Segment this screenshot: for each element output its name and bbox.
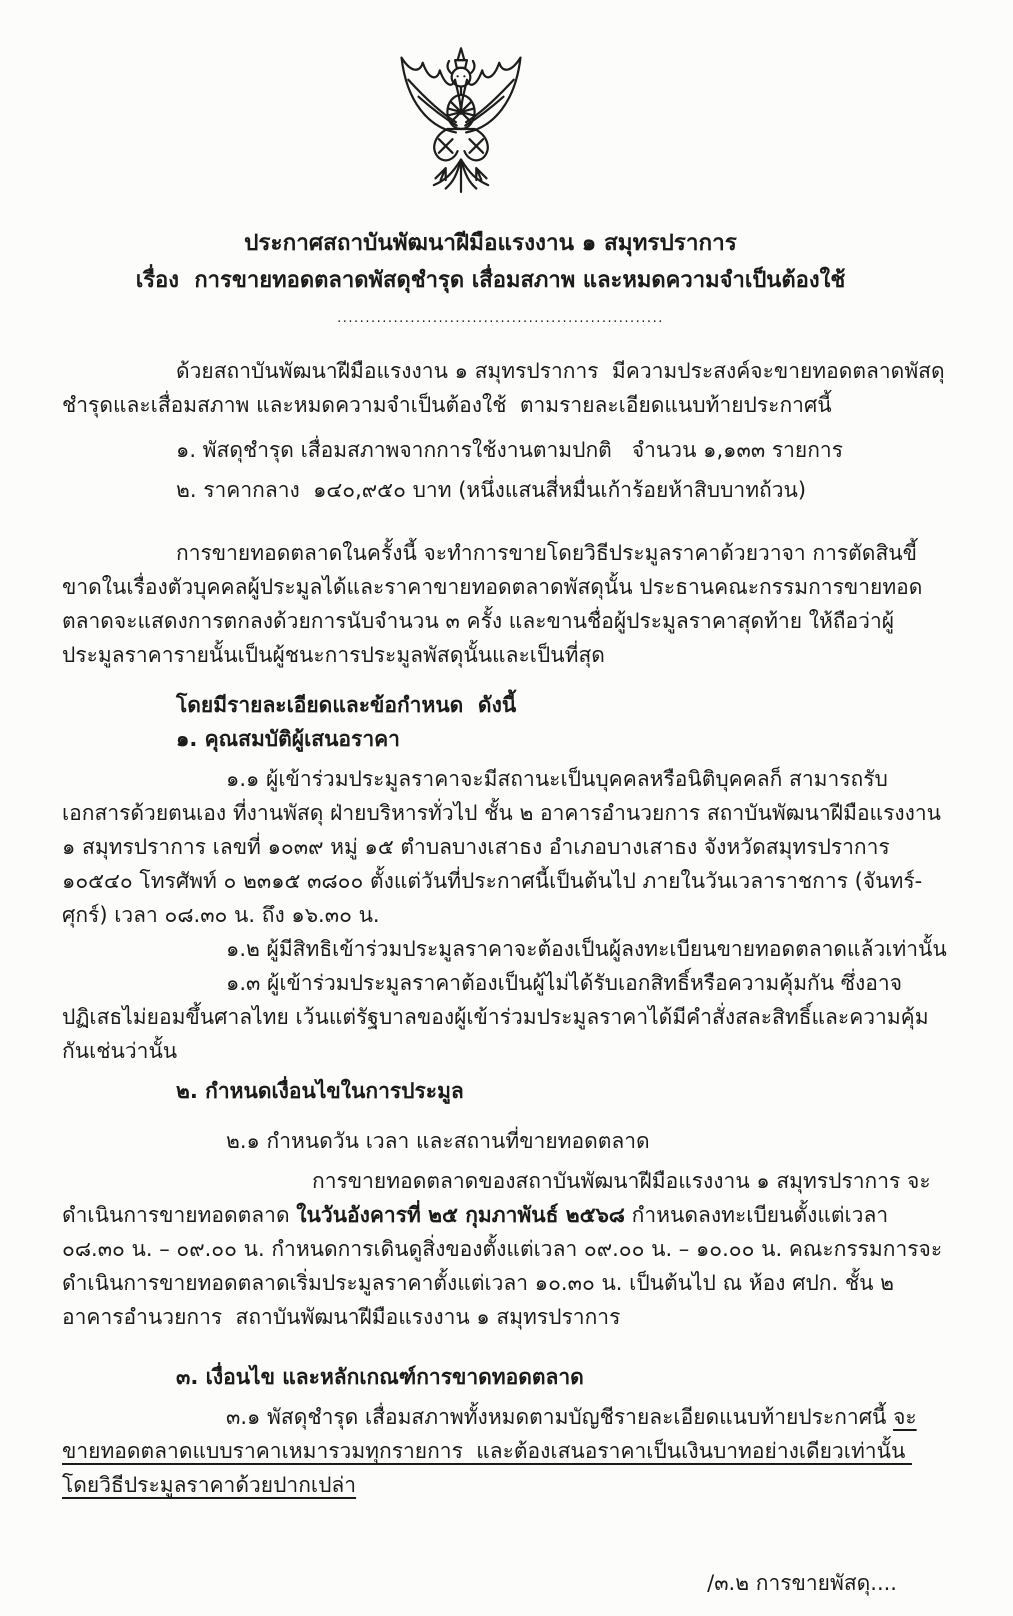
title-block <box>46 224 935 300</box>
section-1-heading: ๑. คุณสมบัติผู้เสนอราคา <box>176 727 400 751</box>
clause-1-3: ๑.๓ ผู้เข้าร่วมประมูลราคาต้องเป็นผู้ไม่ได้รับเอกสิทธิ์หรือความคุ้มกัน ซึ่งอาจปฏิเสธไม่ยอมขึ้นศาลไทย เว้นแต่รัฐบาลของผู้เข้าร่วมประมูลราคาได้มีคำสั่งสละสิทธิ์และความคุ้มกันเช่นว่านั้น <box>62 971 929 1063</box>
clause-3-1 <box>62 1400 951 1502</box>
intro-paragraph: ด้วยสถาบันพัฒนาฝีมือแรงงาน ๑ สมุทรปราการ มีความประสงค์จะขายทอดตลาดพัสดุชำรุดและเสื่อมสภาพ และหมดความจำเป็นต้องใช้ ตามรายละเอียดแนบท้ายประกาศนี้ <box>62 359 945 417</box>
details-heading: โดยมีรายละเอียดและข้อกำหนด ดังนี้ <box>176 693 517 717</box>
divider-dots: .......................................................... <box>337 311 664 326</box>
clause-2-1-heading: ๒.๑ กำหนดวัน เวลา และสถานที่ขายทอดตลาด <box>226 1129 650 1153</box>
auction-method-paragraph: การขายทอดตลาดในครั้งนี้ จะทำการขายโดยวิธีประมูลราคาด้วยวาจา การตัดสินขี้ขาดในเรื่องตัวบุคคลผู้ประมูลได้และราคาขายทอดตลาดพัสดุนั้น ประธานคณะกรรมการขายทอดตลาดจะแสดงการตกลงด้วยการนับจำนวน ๓ ครั้ง และขานชื่อผู้ประมูลราคาสุดท้าย ให้ถือว่าผู้ประมูลราคารายนั้นเป็นผู้ชนะการประมูลพัสดุนั้นและเป็นที่สุด <box>62 541 923 667</box>
asset-count-item: ๑. พัสดุชำรุด เสื่อมสภาพจากการใช้งานตามปกติ จำนวน ๑,๑๓๓ รายการ <box>176 438 844 462</box>
auction-date-text: ในวันอังคารที่ ๒๕ กุมภาพันธ์ ๒๕๖๘ <box>296 1203 625 1227</box>
section-2-heading: ๒. กำหนดเงื่อนไขในการประมูล <box>176 1079 464 1103</box>
clause-2-1-body-pre: การขายทอดตลาดของสถาบันพัฒนาฝีมือแรงงาน ๑ สมุทรปราการ จะดำเนินการขายทอดตลาด <box>62 1169 931 1227</box>
clause-1-2: ๑.๒ ผู้มีสิทธิเข้าร่วมประมูลราคาจะต้องเป็นผู้ลงทะเบียนขายทอดตลาดแล้วเท่านั้น <box>226 937 947 961</box>
announcement-title: ประกาศสถาบันพัฒนาฝีมือแรงงาน ๑ สมุทรปราการ <box>244 230 737 256</box>
clause-3-1-underlined: จะขายทอดตลาดแบบราคาเหมารวมทุกรายการ และต้องเสนอราคาเป็นเงินบาทอย่างเดียวเท่านั้น โดยวิธีประมูลราคาด้วยปากเปล่า <box>62 1405 917 1497</box>
page-continuation-note: /๓.๒ การขายพัสดุ.... <box>707 1571 897 1595</box>
clause-1-1: ๑.๑ ผู้เข้าร่วมประมูลราคาจะมีสถานะเป็นบุคคลหรือนิติบุคคลก็ สามารถรับเอกสารด้วยตนเอง ที่งานพัสดุ ฝ่ายบริหารทั่วไป ชั้น ๒ อาคารอำนวยการ สถาบันพัฒนาฝีมือแรงงาน ๑ สมุทรปราการ เลขที่ ๑๐๓๙ หมู่ ๑๕ ตำบลบางเสาธง อำเภอบางเสาธง จังหวัดสมุทรปราการ ๑๐๕๔๐ โทรศัพท์ ๐ ๒๓๑๕ ๓๘๐๐ ตั้งแต่วันที่ประกาศนี้เป็นต้นไป ภายในวันเวลาราชการ (จันทร์-ศุกร์) เวลา ๐๘.๓๐ น. ถึง ๑๖.๓๐ น. <box>62 767 942 927</box>
garuda-emblem-icon <box>376 40 546 218</box>
clause-3-1-pre: ๓.๑ พัสดุชำรุด เสื่อมสภาพทั้งหมดตามบัญชีรายละเอียดแนบท้ายประกาศนี้ <box>226 1405 894 1429</box>
clause-2-1-body <box>62 1164 951 1334</box>
clause-2-1-body-post: กำหนดลงทะเบียนตั้งแต่เวลา ๐๘.๓๐ น. – ๐๙.๐๐ น. กำหนดการเดินดูสิ่งของตั้งแต่เวลา ๐๙.๐๐ น. – ๑๐.๐๐ น. คณะกรรมการจะดำเนินการขายทอดตลาดเริ่มประมูลราคาตั้งแต่เวลา ๑๐.๓๐ น. เป็นต้นไป ณ ห้อง ศปก. ชั้น ๒ อาคารอำนวยการ สถาบันพัฒนาฝีมือแรงงาน ๑ สมุทรปราการ <box>62 1203 943 1329</box>
section-3-heading: ๓. เงื่อนไข และหลักเกณฑ์การขาดทอดตลาด <box>176 1365 584 1389</box>
reserve-price-item: ๒. ราคากลาง ๑๔๐,๙๕๐ บาท (หนึ่งแสนสี่หมื่นเก้าร้อยห้าสิบบาทถ้วน) <box>176 478 807 502</box>
announcement-subject: เรื่อง การขายทอดตลาดพัสดุชำรุด เสื่อมสภาพ และหมดความจำเป็นต้องใช้ <box>135 268 846 293</box>
